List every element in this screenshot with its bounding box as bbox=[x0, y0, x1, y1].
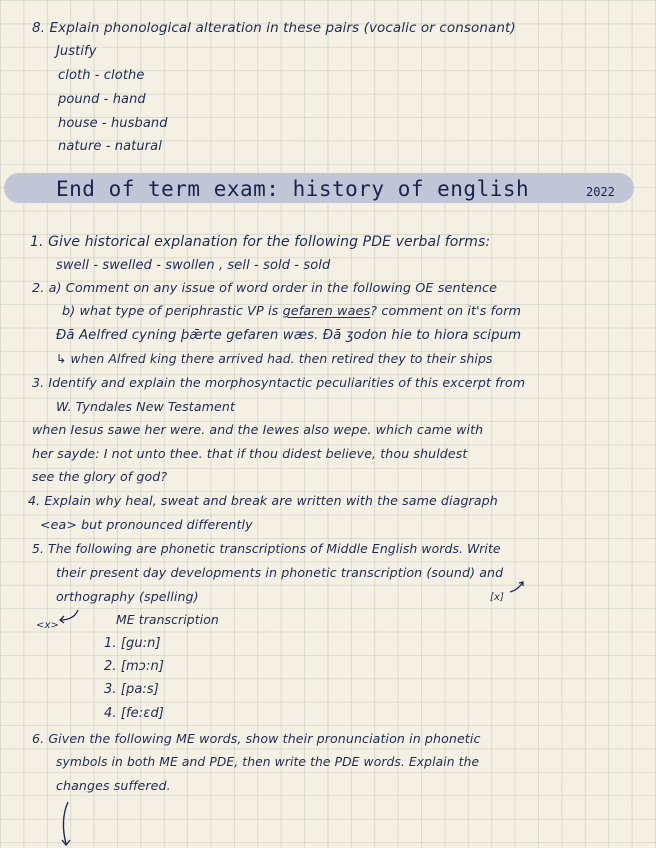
q2-b-underlined-phrase: gefaren waes bbox=[282, 304, 371, 319]
q4-line-2: <ea> but pronounced differently bbox=[40, 517, 253, 532]
exam-title: End of term exam: history of english bbox=[56, 177, 530, 201]
q6-line-3: changes suffered. bbox=[56, 778, 171, 793]
q4-line-1: 4. Explain why heal, sweat and break are written with the same diagraph bbox=[28, 493, 498, 508]
q2-b bbox=[62, 304, 521, 320]
q5-item-1: 1. [gu:n] bbox=[104, 636, 161, 651]
q5-item-3: 3. [pa:s] bbox=[104, 682, 159, 697]
q5-line-1: 5. The following are phonetic transcriptions of Middle English words. Write bbox=[32, 541, 501, 556]
arrow-note-right-icon bbox=[508, 580, 528, 594]
q5-line-3: orthography (spelling) bbox=[56, 589, 199, 604]
q3-excerpt-line-2: her sayde: I not unto thee. that if thou didest believe, thou shuldest bbox=[32, 446, 468, 461]
q1-forms: swell - swelled - swollen , sell - sold - sold bbox=[56, 258, 331, 273]
q3-title: 3. Identify and explain the morphosyntactic peculiarities of this excerpt from bbox=[32, 375, 526, 390]
q8-justify: Justify bbox=[56, 44, 97, 59]
q6-line-1: 6. Given the following ME words, show their pronunciation in phonetic bbox=[32, 731, 481, 746]
q2-oe-sentence: Đā Aelfred cyning þǣrte gefaren wæs. Đā ʒodon hie to hiora scipum bbox=[56, 328, 522, 343]
arrow-note-left-icon bbox=[56, 608, 82, 624]
q1-title: 1. Give historical explanation for the following PDE verbal forms: bbox=[30, 234, 491, 250]
q2-a: 2. a) Comment on any issue of word order in the following OE sentence bbox=[32, 281, 498, 296]
q3-excerpt-line-3: see the glory of god? bbox=[32, 469, 168, 484]
q8-title: 8. Explain phonological alteration in these pairs (vocalic or consonant) bbox=[32, 20, 516, 36]
q5-note-right: [x] bbox=[490, 592, 505, 603]
q3-source: W. Tyndales New Testament bbox=[56, 399, 235, 414]
q3-excerpt-line-1: when Iesus sawe her were. and the Iewes also wepe. which came with bbox=[32, 422, 484, 437]
exam-year: 2022 bbox=[586, 185, 615, 199]
q2-gloss: ↳ when Alfred king there arrived had. then retired they to their ships bbox=[56, 351, 493, 366]
curved-arrow-icon bbox=[56, 800, 80, 848]
q5-item-4: 4. [fe:ɛd] bbox=[104, 706, 164, 721]
q2-b-rest: ? comment on it's form bbox=[370, 304, 522, 319]
q5-note-left: <x> bbox=[36, 620, 59, 631]
q8-pair-4: nature - natural bbox=[58, 139, 162, 154]
q5-header: ME transcription bbox=[116, 612, 219, 627]
q8-pair-3: house - husband bbox=[58, 116, 168, 131]
q5-item-2: 2. [mɔ:n] bbox=[104, 659, 165, 674]
q2-b-text: b) what type of periphrastic VP is bbox=[62, 304, 279, 319]
q8-pair-1: cloth - clothe bbox=[58, 68, 145, 83]
q6-line-2: symbols in both ME and PDE, then write the PDE words. Explain the bbox=[56, 755, 480, 769]
q5-line-2: their present day developments in phonetic transcription (sound) and bbox=[56, 565, 504, 580]
q8-pair-2: pound - hand bbox=[58, 92, 146, 107]
